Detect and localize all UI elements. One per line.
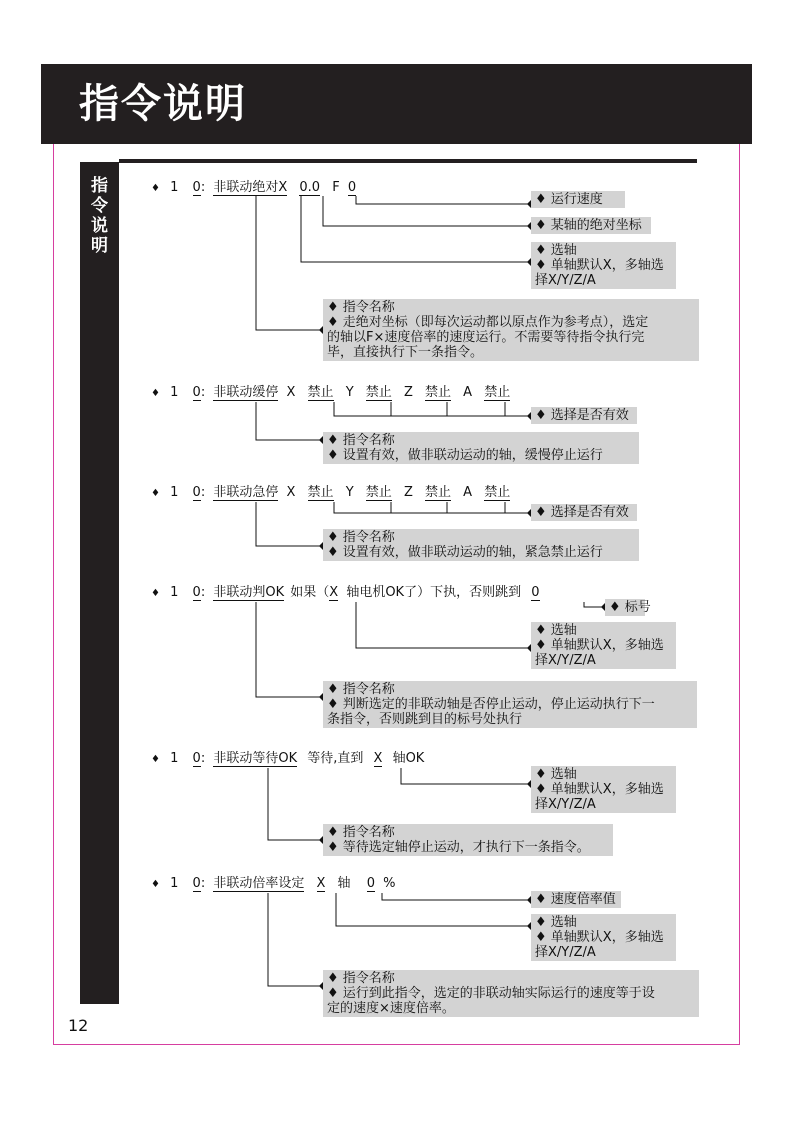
annotation-box: ♦ 选择是否有效 — [531, 407, 637, 424]
annotation-box: ♦ 选轴 ♦ 单轴默认X，多轴选 择X/Y/Z/A — [531, 242, 676, 289]
annotation-box: ♦ 运行速度 — [531, 191, 625, 208]
annotation-box: ♦ 某轴的绝对坐标 — [531, 217, 651, 234]
bullet-icon: ♦ — [151, 183, 160, 194]
instruction-name: 非联动判OK — [213, 585, 285, 600]
page-title: 指令说明 — [79, 81, 247, 127]
bullet-icon: ♦ — [151, 488, 160, 499]
section-1-line: ♦ 1 0: 非联动绝对X 0.0 F 0 — [151, 180, 357, 195]
instruction-name: 非联动等待OK — [213, 751, 298, 766]
annotation-box: ♦ 速度倍率值 — [531, 891, 621, 908]
instruction-name: 非联动绝对 — [213, 180, 279, 195]
bullet-icon: ♦ — [151, 388, 160, 399]
section-4-line: ♦ 1 0: 非联动判OK 如果（X 轴电机OK了）下执，否则跳到 0 — [151, 585, 540, 600]
annotation-box: ♦ 标号 — [605, 599, 645, 616]
page-number: 12 — [68, 1016, 89, 1035]
bullet-icon: ♦ — [151, 879, 160, 890]
annotation-box: ♦ 指令名称 ♦ 走绝对坐标（即每次运动都以原点作为参考点），选定 的轴以F×速度倍率的速度运行。不需要等待指令执行完 毕，直接执行下一条指令。 — [323, 299, 699, 361]
annotation-box: ♦ 指令名称 ♦ 设置有效，做非联动运动的轴，紧急禁止运行 — [323, 529, 639, 561]
annotation-box: ♦ 选轴 ♦ 单轴默认X，多轴选 择X/Y/Z/A — [531, 766, 676, 813]
instruction-name: 非联动急停 — [213, 485, 279, 500]
section-3-line: ♦ 1 0: 非联动急停 X 禁止 Y 禁止 Z 禁止 A 禁止 — [151, 485, 511, 500]
instruction-name: 非联动缓停 — [213, 385, 279, 400]
section-2-line: ♦ 1 0: 非联动缓停 X 禁止 Y 禁止 Z 禁止 A 禁止 — [151, 385, 511, 400]
annotation-box: ♦ 指令名称 ♦ 运行到此指令，选定的非联动轴实际运行的速度等于设 定的速度×速度倍率。 — [323, 970, 699, 1017]
bullet-icon: ♦ — [151, 754, 160, 765]
annotation-box: ♦ 选择是否有效 — [531, 504, 637, 521]
instruction-name: 非联动倍率设定 — [213, 876, 305, 891]
section-5-line: ♦ 1 0: 非联动等待OK 等待,直到 X 轴OK — [151, 751, 425, 766]
bullet-icon: ♦ — [151, 588, 160, 599]
annotation-box: ♦ 指令名称 ♦ 设置有效，做非联动运动的轴，缓慢停止运行 — [323, 432, 639, 464]
annotation-box: ♦ 指令名称 ♦ 等待选定轴停止运动，才执行下一条指令。 — [323, 824, 613, 856]
annotation-box: ♦ 选轴 ♦ 单轴默认X，多轴选 择X/Y/Z/A — [531, 622, 676, 669]
section-6-line: ♦ 1 0: 非联动倍率设定 X 轴 0 % — [151, 876, 396, 891]
sidebar-label: 指 令 说 明 — [91, 176, 108, 256]
annotation-box: ♦ 选轴 ♦ 单轴默认X，多轴选 择X/Y/Z/A — [531, 914, 676, 961]
annotation-box: ♦ 指令名称 ♦ 判断选定的非联动轴是否停止运动，停止运动执行下一 条指令，否则跳到目的标号处执行 — [323, 681, 697, 728]
